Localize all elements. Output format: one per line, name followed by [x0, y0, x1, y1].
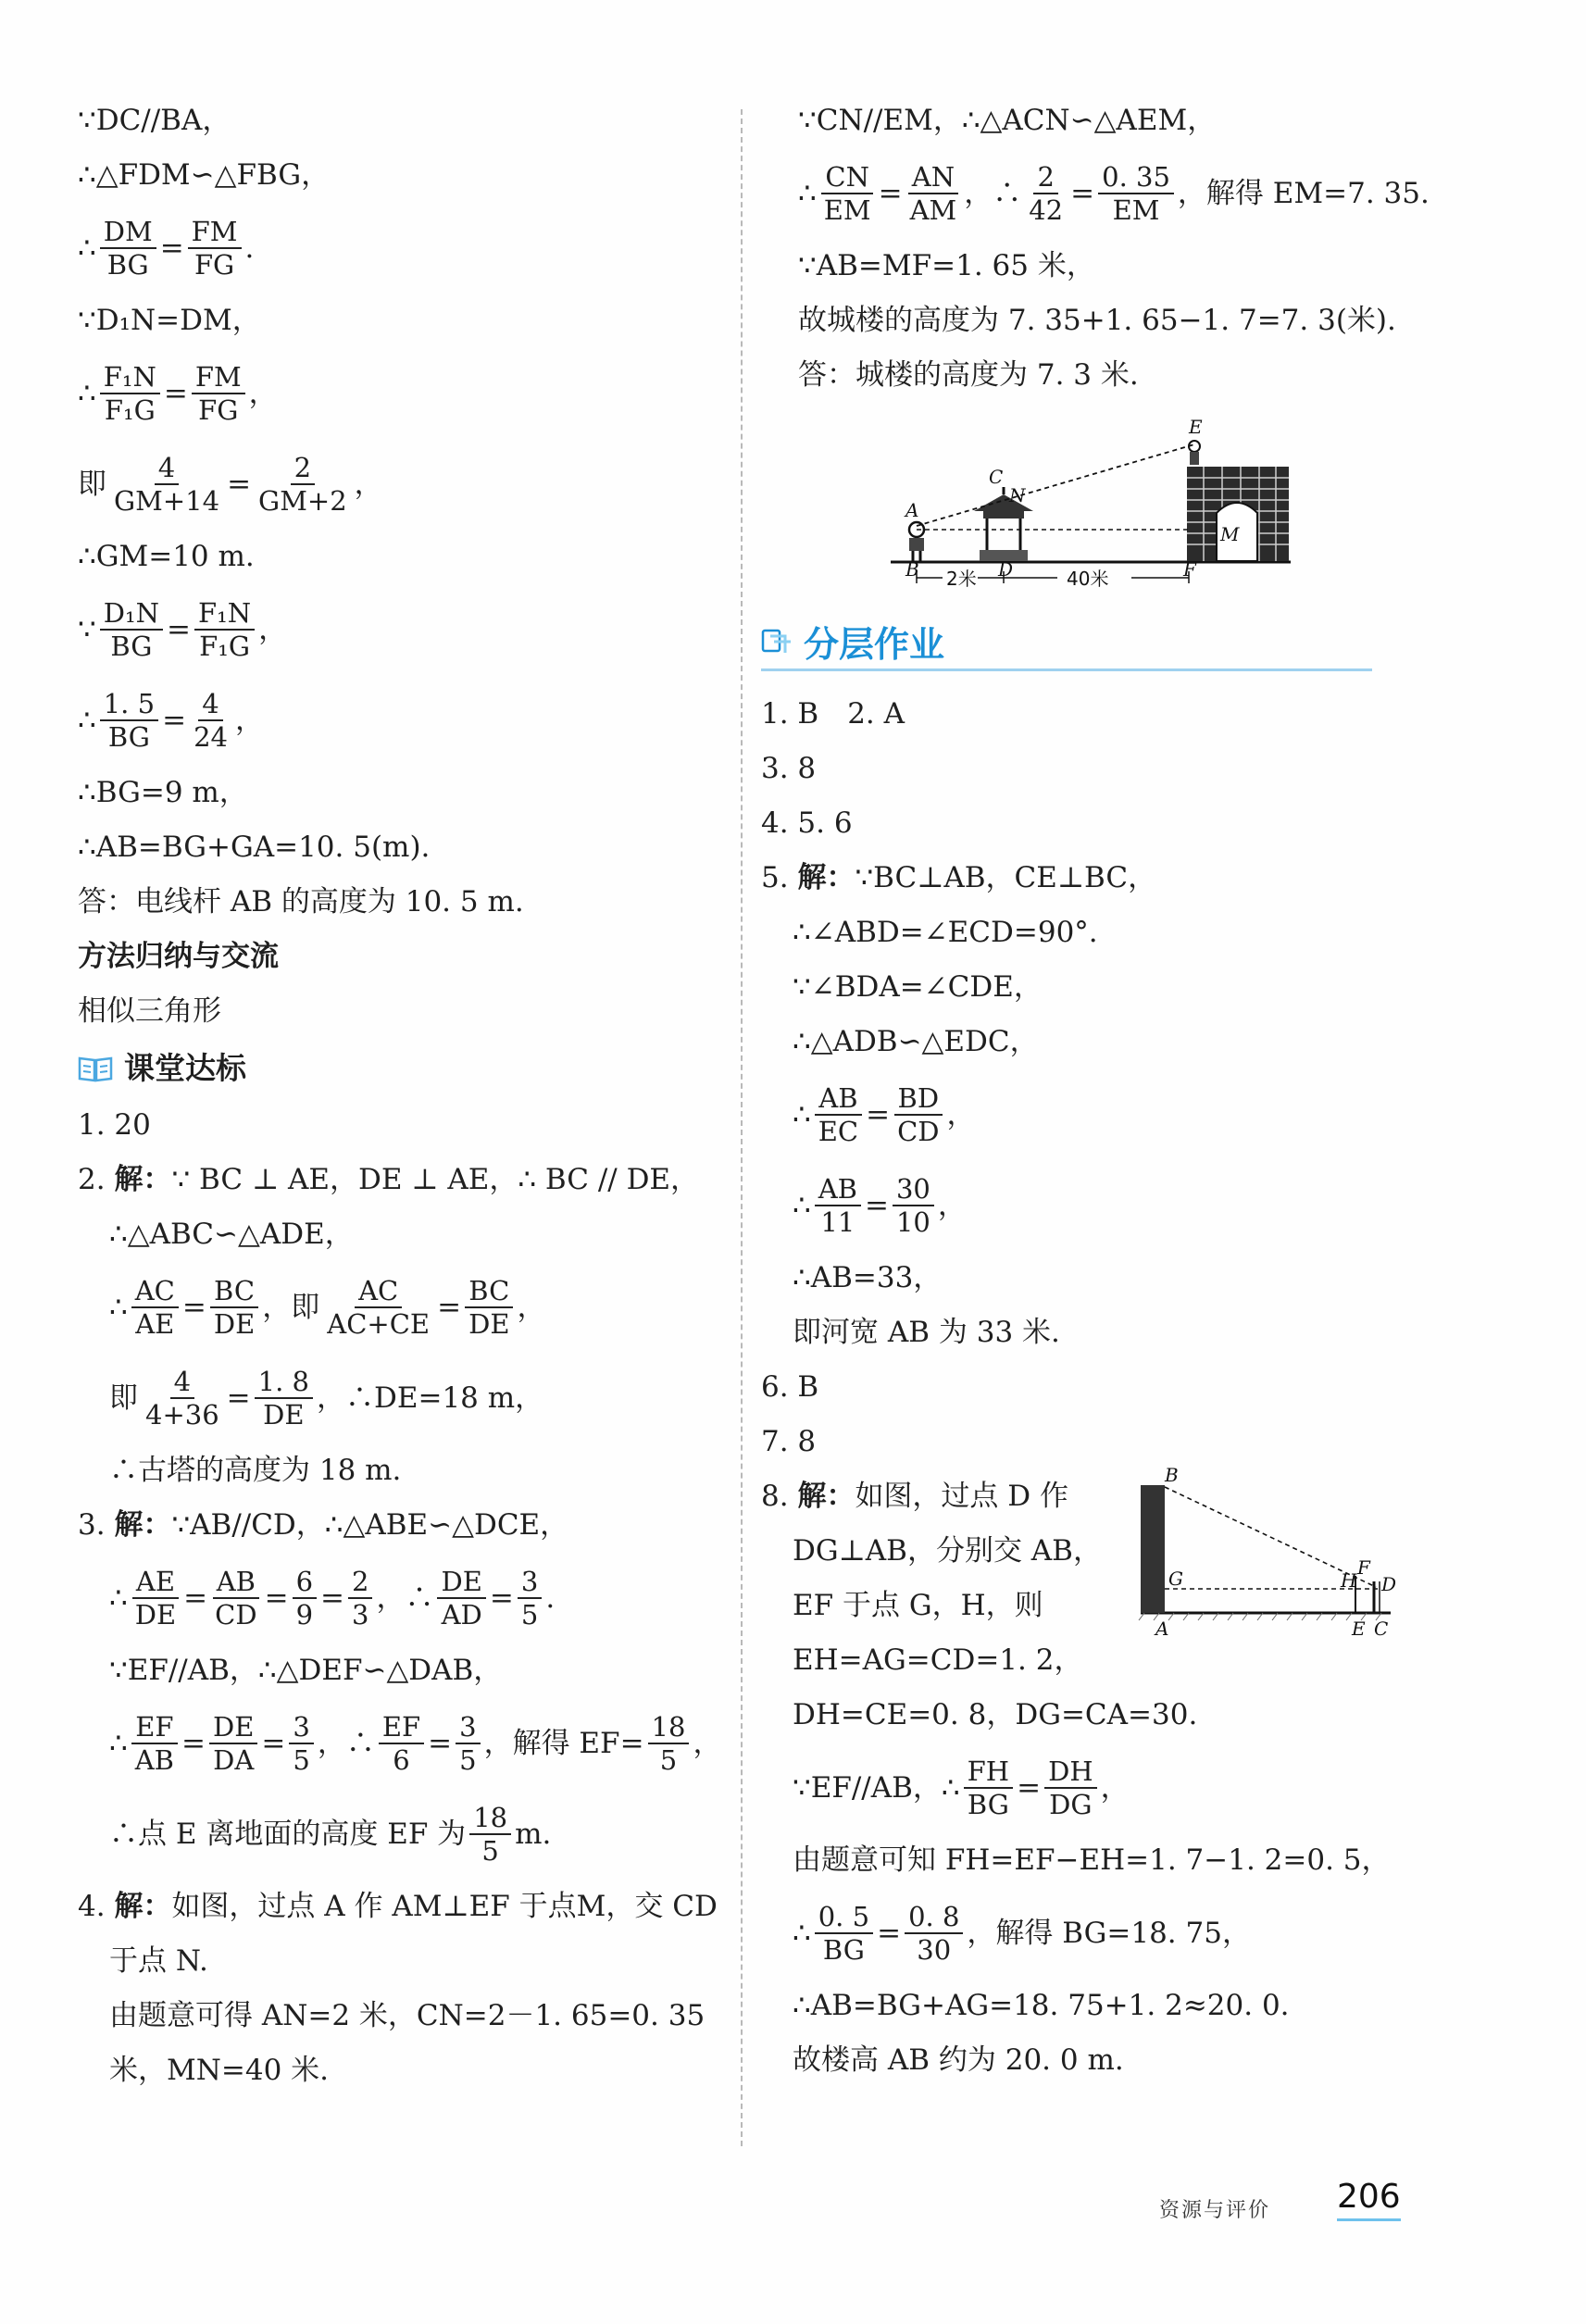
fraction: $\frac{BD}{CD}$	[893, 1082, 943, 1147]
text: =	[163, 377, 188, 410]
method-title: 方法归纳与交流	[78, 940, 279, 973]
text: 4.	[78, 1890, 106, 1923]
text: 即	[78, 468, 106, 501]
text: ∴	[78, 704, 96, 737]
text: ∴	[109, 1291, 128, 1324]
fig1-label-N: N	[1009, 484, 1026, 506]
text: ∴	[793, 1917, 811, 1950]
fig1-label-B: B	[905, 558, 919, 581]
line: 由题意可知 FH=EF−EH=1. 7−1. 2=0. 5，	[793, 1843, 1391, 1877]
line	[761, 1167, 1428, 1244]
jie-label: 解：	[114, 1890, 172, 1923]
layers-icon	[761, 627, 793, 655]
fraction: $\frac{3}{5}$	[456, 1711, 480, 1776]
fraction: $\frac{\text{F₁N}}{\text{F₁G}}$	[194, 597, 255, 662]
line: ∵D₁N=DM，	[78, 304, 261, 337]
text: ∵EF//AB，∴	[793, 1771, 960, 1805]
answer: 7. 8	[761, 1425, 817, 1458]
fig1-dist-40: 40米	[1067, 568, 1109, 590]
text: ，	[248, 377, 278, 410]
fraction: $\frac{18}{5}$	[469, 1802, 511, 1867]
text: ，解得 BG=18. 75，	[967, 1917, 1251, 1950]
fig2-label-G: G	[1168, 1568, 1183, 1590]
fraction: $\frac{BC}{DE}$	[210, 1275, 258, 1340]
fig2-label-E: E	[1352, 1618, 1366, 1640]
text: ∵ BC ⊥ AE，DE ⊥ AE，∴ BC // DE，	[171, 1163, 700, 1196]
jie-label: 解：	[114, 1508, 172, 1542]
open-book-icon	[78, 1055, 113, 1082]
fraction: $\frac{BC}{DE}$	[465, 1275, 513, 1340]
line: 故城楼的高度为 7. 35+1. 65−1. 7=7. 3(米).	[798, 304, 1396, 337]
answer	[78, 1159, 726, 1200]
text: ∵	[78, 613, 96, 646]
fig2-label-C: C	[1374, 1618, 1389, 1640]
line: 于点 N.	[109, 1944, 208, 1978]
text: ，即	[262, 1291, 320, 1324]
line: 由题意可得 AN=2 米，CN=2－1. 65=0. 35	[109, 1999, 706, 2032]
fraction: $\frac{4}{24}$	[194, 688, 228, 753]
question-8-block	[761, 1465, 1428, 2080]
text: ，	[693, 1727, 722, 1760]
line: ∴∠ABD=∠ECD=90°.	[793, 916, 1098, 949]
text: =	[437, 1291, 462, 1324]
text: ∴	[78, 231, 96, 265]
line: ∴BG=9 m，	[78, 776, 248, 809]
fraction: $\frac{AN}{AM}$	[909, 161, 957, 226]
text: ∴	[798, 177, 817, 210]
line: EH=AG=CD=1. 2，	[793, 1643, 1083, 1677]
column-divider	[741, 109, 743, 2146]
fig1-label-F: F	[1183, 558, 1196, 581]
line	[78, 355, 726, 432]
text: ∴	[109, 1727, 128, 1760]
text: =	[428, 1727, 453, 1760]
fraction: $\frac{2}{GM+2}$	[258, 452, 347, 517]
line: ∵EF//AB，∴△DEF∽△DAB，	[109, 1654, 503, 1687]
line	[78, 209, 726, 287]
line: ∴AB=BG+GA=10. 5(m).	[78, 831, 431, 864]
text: =	[1070, 177, 1095, 210]
line	[761, 1076, 1428, 1154]
text: ∴	[793, 1189, 811, 1222]
fig1-label-M: M	[1220, 523, 1240, 545]
answer: 6. B	[761, 1370, 819, 1404]
text: 如图，过点 D 作	[855, 1480, 1068, 1513]
text: .	[244, 231, 255, 265]
fraction: $\frac{30}{10}$	[893, 1173, 934, 1238]
text: ，	[1100, 1771, 1130, 1805]
text: =	[866, 1098, 891, 1131]
fraction: $\frac{0. 8}{30}$	[905, 1901, 963, 1966]
fraction: $\frac{3}{5}$	[289, 1711, 313, 1776]
fraction: $\frac{3}{5}$	[518, 1566, 542, 1631]
line	[78, 591, 726, 668]
line: ∴△FDM∽△FBG，	[78, 158, 331, 192]
text: =	[181, 1291, 206, 1324]
text: =	[1017, 1771, 1042, 1805]
line: ∴△ABC∽△ADE，	[109, 1218, 354, 1251]
fraction: $\frac{1. 8}{DE}$	[255, 1366, 313, 1431]
footer-label: 资源与评价	[1159, 2199, 1271, 2222]
text: ，∴	[964, 177, 1022, 210]
text: =	[227, 468, 252, 501]
text: ，∴DE=18 m，	[316, 1381, 544, 1415]
line: ∴GM=10 m.	[78, 540, 255, 573]
fraction: $\frac{AB}{11}$	[815, 1173, 861, 1238]
line: 故楼高 AB 约为 20. 0 m.	[793, 2043, 1124, 2077]
fraction: $\frac{AB}{CD}$	[211, 1566, 260, 1631]
answer: 1. B 2. A	[761, 697, 905, 731]
answer: 1. 20	[78, 1108, 151, 1142]
section-heading	[78, 1045, 726, 1092]
text: =	[261, 1727, 286, 1760]
fraction: $\frac{DE}{AD}$	[437, 1566, 485, 1631]
text: .	[545, 1581, 556, 1615]
text: ，	[517, 1291, 546, 1324]
fig2-label-A: A	[1155, 1618, 1169, 1640]
fraction: $\frac{0. 5}{BG}$	[815, 1901, 873, 1966]
section-title: 分层作业	[804, 623, 945, 665]
text: 如图，过点 A 作 AM⊥EF 于点M，交 CD	[171, 1890, 718, 1923]
line: ∴AB=BG+AG=18. 75+1. 2≈20. 0.	[793, 1989, 1290, 2022]
text: =	[181, 1727, 206, 1760]
line: DG⊥AB，分别交 AB，	[793, 1534, 1102, 1568]
building-figure	[1131, 1465, 1400, 1659]
text: =	[320, 1581, 345, 1615]
fraction: $\frac{2}{3}$	[348, 1566, 372, 1631]
line	[78, 1705, 726, 1782]
fig2-label-B: B	[1165, 1465, 1179, 1486]
fig1-label-A: A	[905, 499, 919, 521]
jie-label: 解：	[114, 1163, 172, 1196]
fraction: $\frac{4}{GM+14}$	[114, 452, 220, 517]
fraction: $\frac{FM}{FG}$	[188, 216, 242, 281]
text: ∵AB//CD，∴△ABE∽△DCE，	[171, 1508, 569, 1542]
fraction: $\frac{EF}{6}$	[379, 1711, 424, 1776]
line	[78, 445, 726, 523]
fraction: $\frac{DM}{BG}$	[100, 216, 156, 281]
fig2-label-F: F	[1357, 1556, 1370, 1579]
fraction: $\frac{6}{9}$	[293, 1566, 317, 1631]
text: =	[226, 1381, 251, 1415]
text: ，	[937, 1189, 967, 1222]
answer: 3. 8	[761, 752, 817, 785]
method-text: 相似三角形	[78, 994, 221, 1028]
fig2-label-H: H	[1341, 1569, 1357, 1592]
fraction: $\frac{18}{5}$	[648, 1711, 690, 1776]
fig1-label-C: C	[989, 466, 1004, 488]
text: 2.	[78, 1163, 106, 1196]
page-number: 206	[1337, 2178, 1401, 2221]
text: =	[878, 177, 903, 210]
line	[78, 1559, 726, 1637]
fraction: $\frac{CN}{EM}$	[820, 161, 875, 226]
fraction: $\frac{FM}{FG}$	[192, 361, 245, 426]
jie-label: 解：	[797, 861, 855, 894]
text: =	[264, 1581, 289, 1615]
text: 3.	[78, 1508, 106, 1542]
text: 即	[109, 1381, 138, 1415]
fraction: $\frac{AC}{AC+CE}$	[327, 1275, 431, 1340]
fig2-label-D: D	[1381, 1573, 1397, 1595]
fraction: $\frac{FH}{BG}$	[964, 1755, 1013, 1820]
answer	[78, 1886, 726, 1927]
layered-homework-heading	[761, 613, 1372, 671]
line	[78, 1795, 726, 1873]
fraction: $\frac{DE}{DA}$	[209, 1711, 257, 1776]
line: 米，MN=40 米.	[109, 2054, 329, 2087]
fraction: $\frac{\text{F₁N}}{\text{F₁G}}$	[100, 361, 160, 426]
text: =	[183, 1581, 208, 1615]
line: 答：城楼的高度为 7. 3 米.	[798, 358, 1139, 392]
fraction: $\frac{2}{42}$	[1029, 161, 1064, 226]
line: ∴△ADB∽△EDC，	[793, 1025, 1039, 1058]
answer	[78, 1505, 726, 1545]
line	[78, 1268, 726, 1346]
left-column	[78, 100, 726, 2105]
text: ∴	[793, 1098, 811, 1131]
text: =	[489, 1581, 514, 1615]
line: ∴古塔的高度为 18 m.	[109, 1454, 402, 1487]
line: DH=CE=0. 8，DG=CA=30.	[793, 1698, 1198, 1731]
right-column	[761, 100, 1428, 2094]
line: ∴AB=33，	[793, 1261, 943, 1294]
line	[78, 1359, 726, 1437]
text: ，解得 EM=7. 35.	[1177, 177, 1430, 210]
fig1-label-E: E	[1189, 416, 1203, 438]
text: ∴	[78, 377, 96, 410]
text: 8.	[761, 1480, 789, 1513]
fig1-dist-2: 2米	[946, 568, 977, 590]
line: 答：电线杆 AB 的高度为 10. 5 m.	[78, 885, 524, 918]
fraction: $\frac{1. 5}{BG}$	[100, 688, 158, 753]
text: ，∴	[376, 1581, 434, 1615]
text: =	[865, 1189, 889, 1222]
line: ∵CN//EM，∴△ACN∽△AEM，	[798, 104, 1217, 137]
text: ，∴	[317, 1727, 375, 1760]
text: 5.	[761, 861, 789, 894]
text: =	[159, 231, 184, 265]
line: EF 于点 G，H，则	[793, 1589, 1043, 1622]
line: 即河宽 AB 为 33 米.	[793, 1316, 1060, 1349]
line	[761, 1749, 1428, 1827]
text: ∵BC⊥AB，CE⊥BC，	[855, 861, 1157, 894]
fraction: $\frac{4}{4+36}$	[145, 1366, 219, 1431]
fraction: $\frac{AC}{AE}$	[131, 1275, 179, 1340]
answer	[761, 857, 1428, 898]
fraction: $\frac{AB}{EC}$	[815, 1082, 862, 1147]
text: ∴点 E 离地面的高度 EF 为	[109, 1818, 467, 1851]
line	[78, 681, 726, 759]
jie-label: 解：	[797, 1480, 855, 1513]
section-title: 课堂达标	[124, 1050, 246, 1086]
line	[761, 1894, 1428, 1972]
fraction: $\frac{EF}{AB}$	[131, 1711, 178, 1776]
text: =	[877, 1917, 902, 1950]
text: =	[162, 704, 187, 737]
text: ∴	[109, 1581, 128, 1615]
text: ，	[234, 704, 264, 737]
fig1-label-D: D	[998, 558, 1014, 581]
text: m.	[515, 1818, 552, 1851]
text: =	[167, 613, 191, 646]
line: ∵DC//BA，	[78, 104, 231, 137]
fraction: $\frac{AE}{DE}$	[131, 1566, 180, 1631]
text: ，	[946, 1098, 976, 1131]
line: ∵AB=MF=1. 65 米，	[798, 249, 1095, 282]
text: ，解得 EF=	[483, 1727, 644, 1760]
fraction: $\frac{DH}{DG}$	[1044, 1755, 1097, 1820]
fraction: $\frac{0. 35}{EM}$	[1098, 161, 1174, 226]
line	[761, 155, 1428, 232]
answer: 4. 5. 6	[761, 806, 853, 840]
text: ，	[354, 468, 383, 501]
text: ，	[258, 613, 288, 646]
fraction: $\frac{\text{D₁N}}{BG}$	[100, 597, 163, 662]
city-gate-figure	[761, 409, 1428, 604]
line: ∵∠BDA=∠CDE，	[793, 970, 1043, 1004]
